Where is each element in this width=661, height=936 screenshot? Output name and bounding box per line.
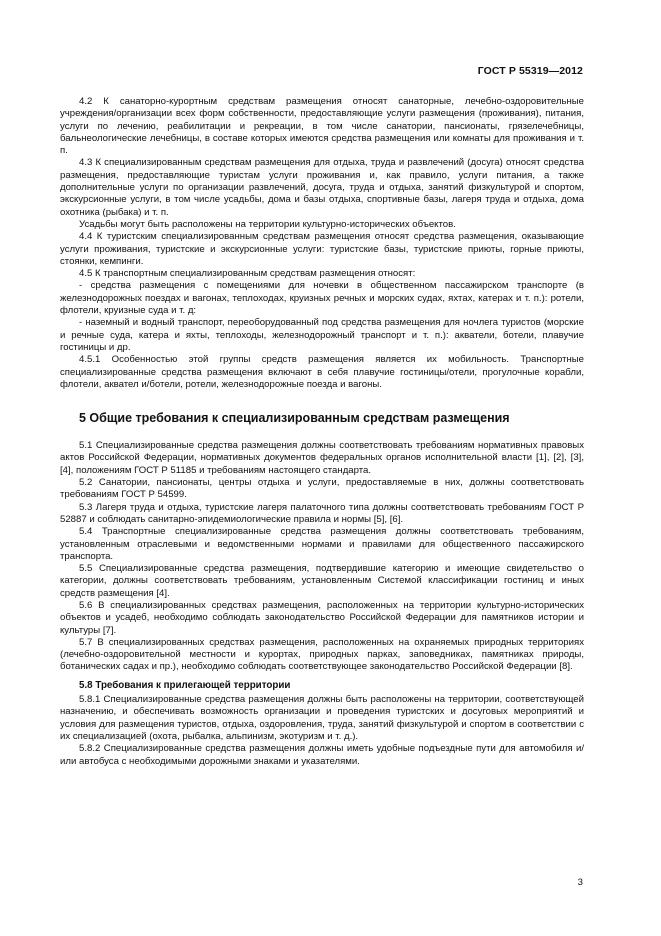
page-content xyxy=(60,96,584,768)
page-number: 3 xyxy=(577,877,583,888)
paragraph-5-8-1: 5.8.1 Специализированные средства размещения должны быть расположены на территории, соответствующей назначению, и обеспечивать возможность организации и проведения туристских и досуговых мероприятий и условия для размещения туристов, отдыха, оздоровления, труда, занятий физкультурой и спортом в соответствии с их специализацией (охота, рыбалка, альпинизм, экотуризм и т. д.). xyxy=(60,694,584,742)
paragraph-5-8-2: 5.8.2 Специализированные средства размещения должны иметь удобные подъездные пути для автомобиля и/или автобуса с необходимыми дорожными знаками и указателями. xyxy=(60,743,584,767)
paragraph-5-3: 5.3 Лагеря труда и отдыха, туристские лагеря палаточного типа должны соответствовать требованиям ГОСТ Р 52887 и соблюдать санитарно-эпидемиологические правила и нормы [5], [6]. xyxy=(60,501,584,525)
paragraph-5-6: 5.6 В специализированных средствах размещения, расположенных на территории культурно-исторических объектов и усадеб, необходимо соблюдать законодательство Российской Федерации для памятников истории и культуры [7]. xyxy=(60,599,584,636)
subsection-5-8-heading: 5.8 Требования к прилегающей территории xyxy=(79,679,291,691)
paragraph-5-2: 5.2 Санатории, пансионаты, центры отдыха и услуги, предоставляемые в них, должны соответствовать требованиям ГОСТ Р 54599. xyxy=(60,477,584,501)
section-5-heading: 5 Общие требования к специализированным средствам размещения xyxy=(79,411,510,426)
paragraph-4-4: 4.4 К туристским специализированным средствам размещения относят средства размещения, оказывающие услуги проживания, туристские и экскурсионные услуги: туристские базы, туристские приюты, горные приюты, стоянки, кемпинги. xyxy=(60,231,584,267)
paragraph-4-3: 4.3 К специализированным средствам размещения для отдыха, труда и развлечений (досуга) относят средства размещения, предоставляющие туристам услуги проживания и, как правило, услуги питания, а также дополнительные услуги по организации развлечений, досуга, труда и отдыха, занятий физкультурой и спортом, экскурсионные услуги, в том числе усадьбы, дома и базы отдыха, спортивные базы, лагеря труда и отдыха, дома охотника (рыбака) и т. п. xyxy=(60,157,584,218)
document-id: ГОСТ Р 55319—2012 xyxy=(477,65,583,77)
paragraph-5-1: 5.1 Специализированные средства размещения должны соответствовать требованиям нормативных правовых актов Российской Федерации, нормативных документов федеральных органов исполнительной власти [1], [2], [3], [4], положениям ГОСТ Р 51185 и требованиям настоящего стандарта. xyxy=(60,440,584,476)
paragraph-4-5-1: 4.5.1 Особенностью этой группы средств размещения является их мобильность. Транспортные специализированные средства размещения включают в себя плавучие гостиницы/отели, прогулочные корабли, флотели, аквател и/ботели, ротели, железнодорожные поезда и вагоны. xyxy=(60,354,584,390)
paragraph-5-7: 5.7 В специализированных средствах размещения, расположенных на охраняемых природных территориях (лечебно-оздоровительной местности и курортах, природных парках, заповедниках, памятниках природы, ботанических садах и пр.), необходимо соблюдать соответствующее законодательство Российской Федерации [8]. xyxy=(60,636,584,673)
paragraph-5-5: 5.5 Специализированные средства размещения, подтвердившие категорию и имеющие свидетельство о категории, должны соответствовать требованиям, установленным Системой классификации гостиниц и иных средств размещения [4]. xyxy=(60,563,584,599)
paragraph-5-4: 5.4 Транспортные специализированные средства размещения должны соответствовать требованиям, установленным отраслевыми и ведомственными нормами и правилами для общественного пассажирского транспорта. xyxy=(60,526,584,562)
paragraph-4-5-item-1: - средства размещения с помещениями для ночевки в общественном пассажирском транспорте (в железнодорожных поездах и вагонах, теплоходах, круизных речных и морских судах, яхтах, катерах и т. п.): ротели, флотели, круизные суда и т. д: xyxy=(60,280,584,317)
paragraph-4-5-item-2: - наземный и водный транспорт, переоборудованный под средства размещения для ночлега туристов (морские и речные суда, катера и яхты, теплоходы, железнодорожный транспорт и т. п.): акватели, ботели, плавучие гостиницы и др. xyxy=(60,317,584,353)
paragraph-4-3-note: Усадьбы могут быть расположены на территории культурно-исторических объектов. xyxy=(79,218,456,230)
paragraph-4-5: 4.5 К транспортным специализированным средствам размещения относят: xyxy=(79,268,416,280)
paragraph-4-2: 4.2 К санаторно-курортным средствам размещения относят санаторные, лечебно-оздоровительные учреждения/организации всех форм собственности, предоставляющие услуги размещения (проживания), питания, услуги по лечению, реабилитации и рекреации, в том числе санатории, пансионаты, грязелечебницы, бальнеологические лечебницы, в составе которых имеются средства размещения или комнаты для проживания и т. п. xyxy=(60,96,584,157)
